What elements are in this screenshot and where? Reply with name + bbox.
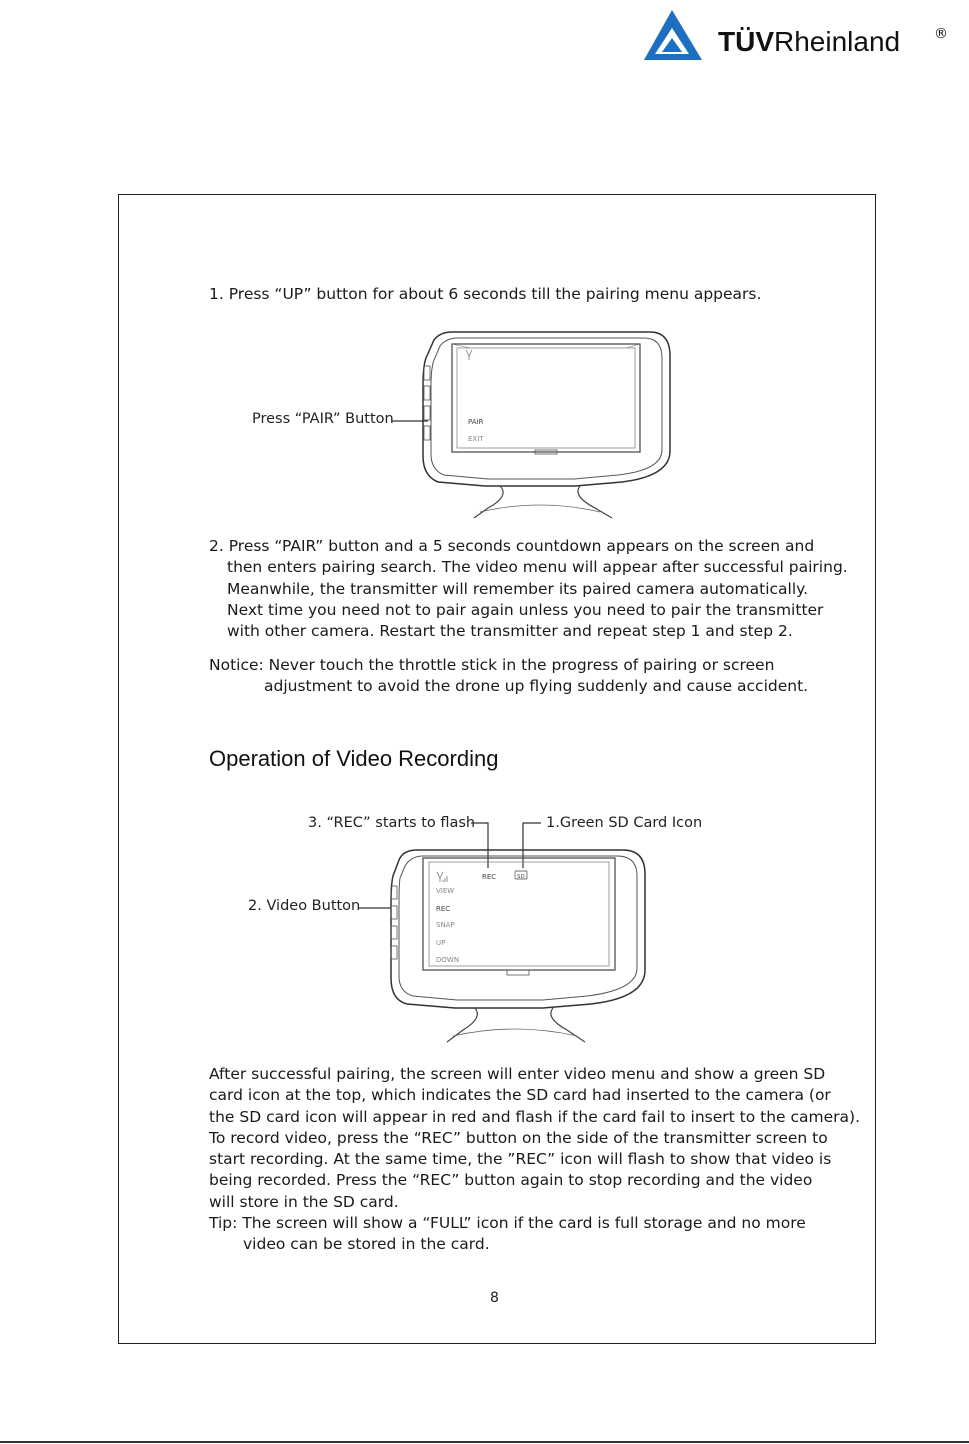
menu-up: UP [436,939,446,947]
registered-mark: ® [934,26,948,42]
step-2-line: then enters pairing search. The video menu will appear after successful pairing. [227,558,848,577]
screen-sd-label: SD [517,874,525,880]
notice-line: adjustment to avoid the drone up flying suddenly and cause accident. [264,677,809,696]
notice-paragraph [209,655,808,698]
menu-pair: PAIR [468,418,484,426]
transmitter-figure-recording [355,820,655,1045]
menu-snap: SNAP [436,921,455,929]
body-line: card icon at the top, which indicates the SD card had inserted to the camera (or [209,1086,831,1105]
recording-paragraph [209,1064,860,1256]
tuv-logo [642,8,962,64]
screen-rec-icon: REC [482,873,497,881]
section-heading: Operation of Video Recording [209,746,499,771]
step-2-line: 2. Press “PAIR” button and a 5 seconds countdown appears on the screen and [209,537,815,555]
step-2-line: Meanwhile, the transmitter will remember its paired camera automatically. [227,579,809,598]
menu-exit: EXIT [468,435,484,443]
transmitter-figure-pairing [390,326,680,520]
callout-rec-flash: 3. “REC” starts to flash [308,815,476,831]
menu-view: VIEW [436,887,455,895]
notice-line: Notice: Never touch the throttle stick in the progress of pairing or screen [209,656,775,674]
step-2-line: with other camera. Restart the transmitter and repeat step 1 and step 2. [227,622,793,641]
triangle-logo-icon [642,8,706,64]
body-line: will store in the SD card. [209,1192,399,1211]
menu-rec: REC [436,905,451,913]
step-1-text: 1. Press “UP” button for about 6 seconds till the pairing menu appears. [209,285,762,303]
tip-line: Tip: The screen will show a “FULL” icon if the card is full storage and no more [209,1214,806,1233]
page-number: 8 [490,1290,499,1306]
step-2-line: Next time you need not to pair again unless you need to pair the transmitter [227,600,824,619]
body-line: being recorded. Press the “REC” button again to stop recording and the video [209,1171,813,1190]
menu-down: DOWN [436,956,460,964]
body-line: After successful pairing, the screen will enter video menu and show a green SD [209,1065,826,1083]
tip-line: video can be stored in the card. [243,1235,490,1254]
logo-wordmark: TÜVRheinland [718,26,901,57]
callout-green-sd-icon: 1.Green SD Card Icon [546,815,703,831]
body-line: start recording. At the same time, the ”REC” icon will flash to show that video is [209,1150,832,1169]
body-line: To record video, press the “REC” button on the side of the transmitter screen to [209,1128,828,1147]
bottom-rule [0,1441,969,1443]
body-line: the SD card icon will appear in red and flash if the card fail to insert to the camera). [209,1107,861,1126]
callout-press-pair: Press “PAIR” Button [252,411,394,427]
callout-video-button: 2. Video Button [248,898,361,914]
step-2-paragraph [209,536,848,642]
